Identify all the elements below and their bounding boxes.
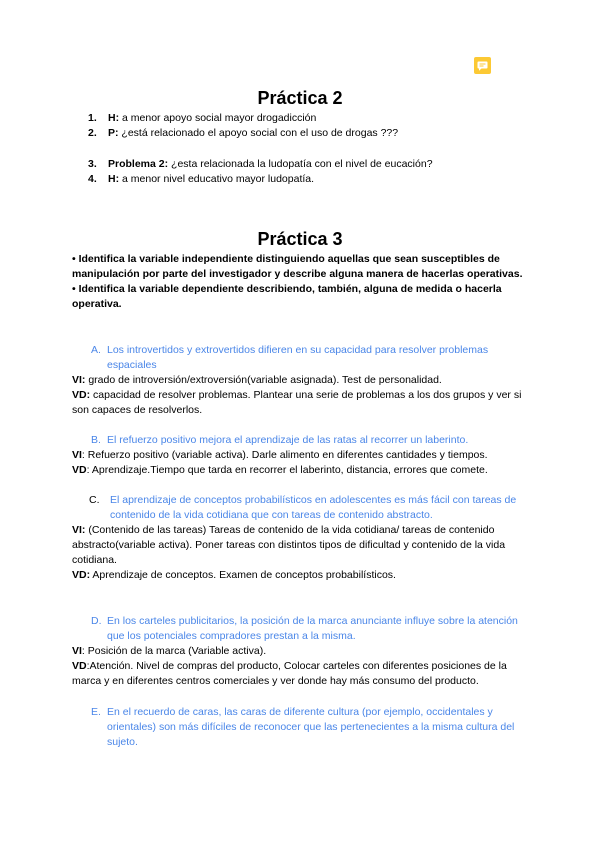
- vi-d: VI: Posición de la marca (Variable activa).: [72, 645, 267, 657]
- instruction-independent: • Identifica la variable independiente distinguiendo aquellas que sean susceptibles de manipulación por parte del investigador y describe alguna manera de hacerlas operativas.: [72, 253, 523, 280]
- practica-3-title: Práctica 3: [257, 229, 343, 249]
- vi-b: VI: Refuerzo positivo (variable activa). Darle alimento en diferentes cantidades y tiempos.: [72, 449, 488, 461]
- exercise-a: [72, 343, 532, 418]
- vd-b: VD: Aprendizaje.Tiempo que tarda en recorrer el laberinto, distancia, errores que comete.: [72, 464, 488, 476]
- exercise-d: [72, 614, 532, 689]
- instruction-dependent: • Identifica la variable dependiente describiendo, también, alguna de medida o hacerla operativa.: [72, 283, 502, 310]
- practica-2-list: [0, 111, 398, 141]
- practica-2-title: Práctica 2: [257, 88, 343, 108]
- vi-c: VI: (Contenido de las tareas) Tareas de contenido de la vida cotidiana/ tareas de contenido abstracto(variable activa). Poner tareas con distintos tipos de dificultad y contenido de la vida cotidiana.: [72, 524, 506, 566]
- hypothesis-e: E. En el recuerdo de caras, las caras de diferente cultura (por ejemplo, occidentales y orientales) son más difíciles de reconocer que las pertenecientes a la misma cultura del sujeto.: [91, 706, 515, 748]
- practica-2-list-continued: [0, 157, 433, 187]
- exercise-e: [72, 705, 532, 750]
- exercise-c: [72, 493, 532, 583]
- vd-c: VD: Aprendizaje de conceptos. Examen de conceptos probabilísticos.: [72, 569, 396, 581]
- hypothesis-c: C. El aprendizaje de conceptos probabilísticos en adolescentes es más fácil con tareas de contenido de la vida cotidiana que con tareas de contenido abstracto.: [89, 494, 517, 521]
- list-item: 4. H: a menor nivel educativo mayor ludopatía.: [88, 173, 315, 185]
- vd-d: VD:Atención. Nivel de compras del producto, Colocar carteles con diferentes posiciones de la marca y en diferentes centros comerciales y ver donde hay más consumo del producto.: [72, 660, 507, 687]
- vi-a: VI: grado de introversión/extroversión(variable asignada). Test de personalidad.: [72, 374, 442, 386]
- list-item: 1. H: a menor apoyo social mayor drogadicción: [88, 112, 317, 124]
- exercise-b: [72, 433, 532, 478]
- list-item: 2. P: ¿está relacionado el apoyo social con el uso de drogas ???: [88, 127, 399, 139]
- hypothesis-d: D. En los carteles publicitarios, la posición de la marca anunciante influye sobre la atención que los potenciales compradores prestan a la misma.: [91, 615, 518, 642]
- hypothesis-b: B. El refuerzo positivo mejora el aprendizaje de las ratas al recorrer un laberinto.: [91, 434, 469, 446]
- comment-icon[interactable]: [474, 57, 491, 74]
- list-item: 3. Problema 2: ¿esta relacionada la ludopatía con el nivel de eucación?: [88, 158, 433, 170]
- hypothesis-a: A. Los introvertidos y extrovertidos difieren en su capacidad para resolver problemas espaciales: [91, 344, 489, 371]
- instructions: [72, 252, 532, 312]
- vd-a: VD: capacidad de resolver problemas. Plantear una serie de problemas a los dos grupos y ver si son capaces de resolverlos.: [72, 389, 522, 416]
